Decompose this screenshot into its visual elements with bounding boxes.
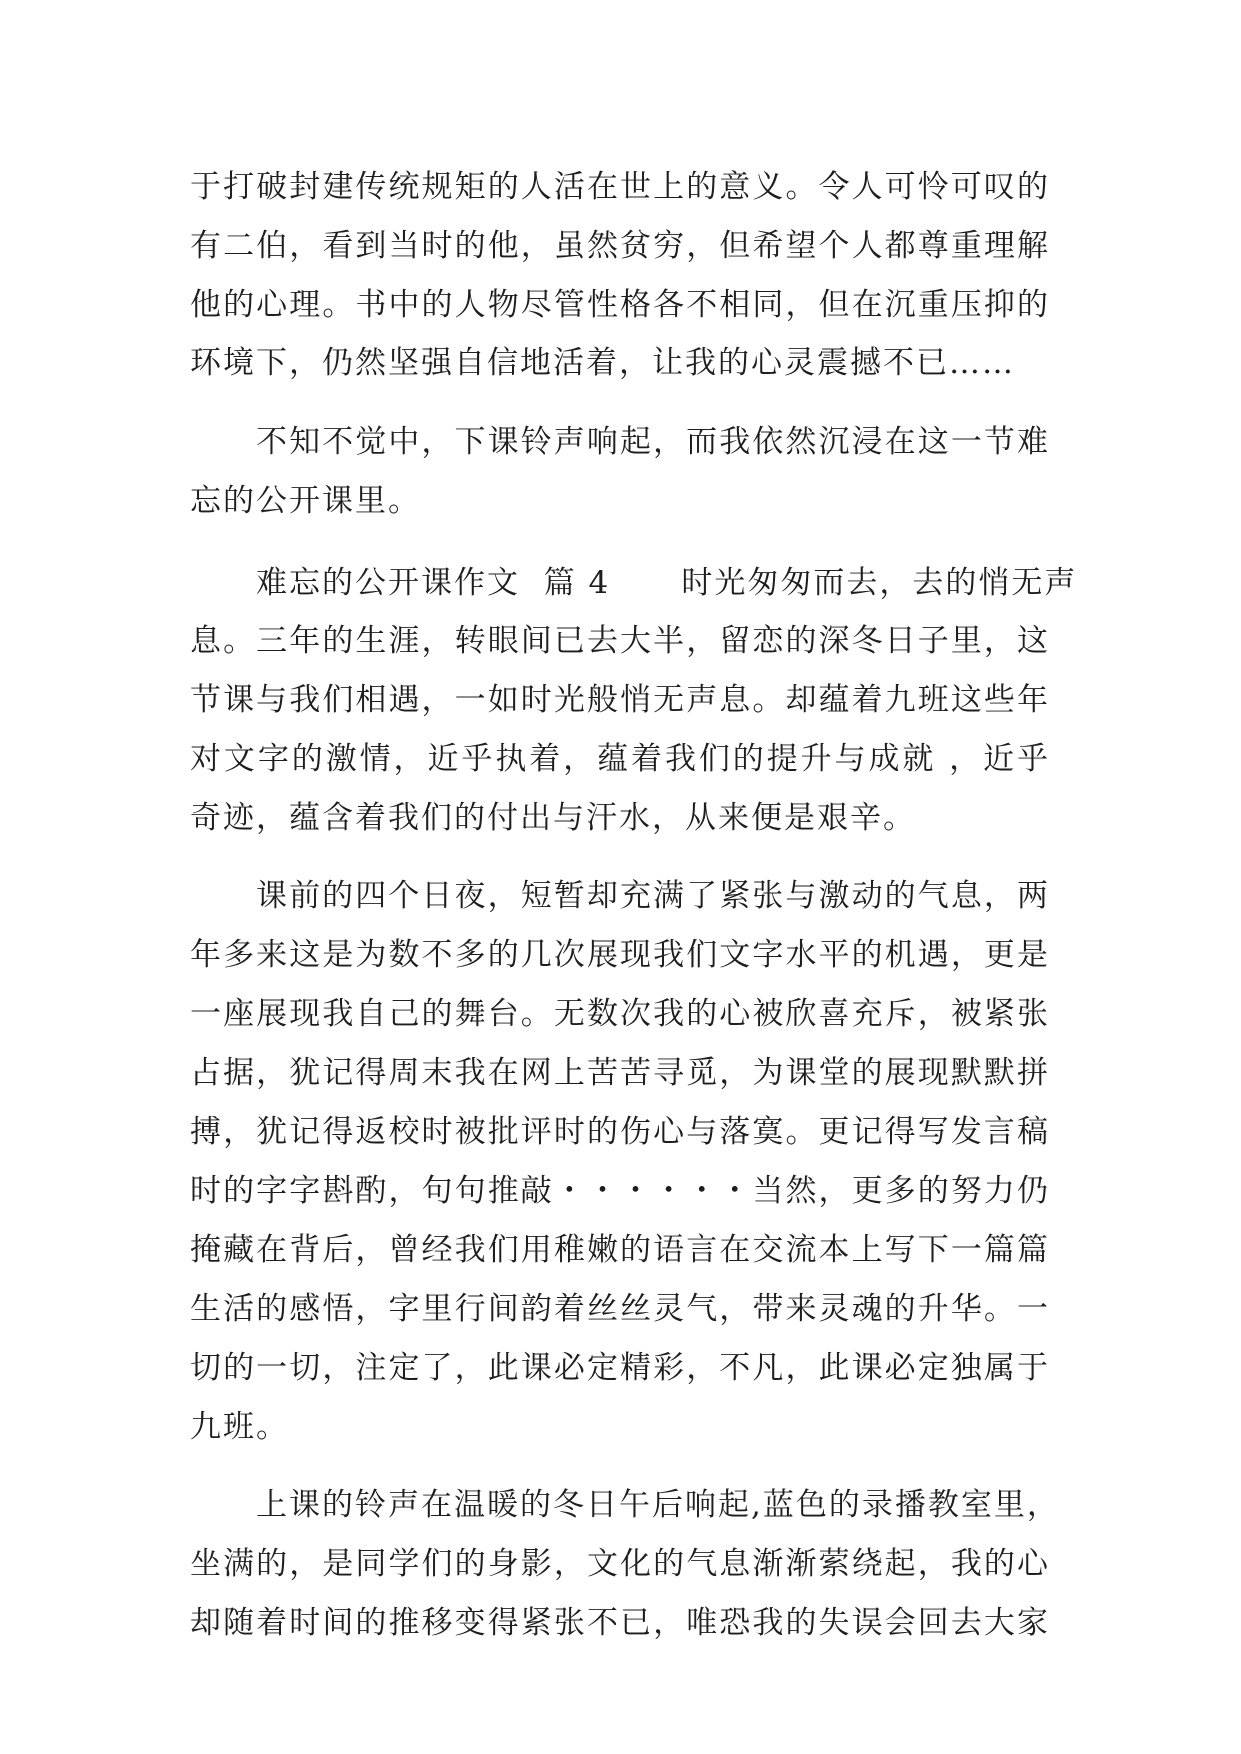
text-line: 生活的感悟，字里行间韵着丝丝灵气，带来灵魂的升华。一 xyxy=(190,1291,1050,1327)
paragraph-first-line: 不知不觉中，下课铃声响起，而我依然沉浸在这一节难 xyxy=(256,424,1050,460)
text-line: 搏，犹记得返校时被批评时的伤心与落寞。更记得写发言稿 xyxy=(190,1114,1050,1150)
text-line: 息。三年的生涯，转眼间已去大半，留恋的深冬日子里，这 xyxy=(190,623,1050,659)
text-line: 切的一切，注定了，此课必定精彩，不凡，此课必定独属于 xyxy=(190,1350,1050,1386)
section-heading-line: 难忘的公开课作文 篇 4 时光匆匆而去，去的悄无声 xyxy=(256,565,1078,601)
text-line: 有二伯，看到当时的他，虽然贫穷，但希望个人都尊重理解 xyxy=(190,228,1050,264)
paragraph-first-line: 上课的铃声在温暖的冬日午后响起,蓝色的录播教室里， xyxy=(256,1487,1060,1523)
text-line: 于打破封建传统规矩的人活在世上的意义。令人可怜可叹的 xyxy=(190,169,1050,205)
text-line: 一座展现我自己的舞台。无数次我的心被欣喜充斥，被紧张 xyxy=(190,996,1050,1032)
text-line: 坐满的，是同学们的身影，文化的气息渐渐萦绕起，我的心 xyxy=(190,1546,1050,1582)
text-line: 对文字的激情，近乎执着，蕴着我们的提升与成就 ，近乎 xyxy=(190,741,1050,777)
text-line: 忘的公开课里。 xyxy=(190,483,421,519)
text-line: 他的心理。书中的人物尽管性格各不相同，但在沉重压抑的 xyxy=(190,287,1050,323)
text-line: 时的字字斟酌，句句推敲・・・・・・当然，更多的努力仍 xyxy=(190,1173,1050,1209)
paragraph-first-line: 课前的四个日夜，短暂却充满了紧张与激动的气息，两 xyxy=(256,878,1050,914)
text-line: 却随着时间的推移变得紧张不已，唯恐我的失误会回去大家 xyxy=(190,1605,1050,1641)
text-line: 掩藏在背后，曾经我们用稚嫩的语言在交流本上写下一篇篇 xyxy=(190,1232,1050,1268)
text-line: 九班。 xyxy=(190,1409,289,1445)
text-line: 节课与我们相遇，一如时光般悄无声息。却蕴着九班这些年 xyxy=(190,682,1050,718)
text-line: 年多来这是为数不多的几次展现我们文字水平的机遇，更是 xyxy=(190,937,1050,973)
text-line: 奇迹，蕴含着我们的付出与汗水，从来便是艰辛。 xyxy=(190,800,916,836)
text-line: 占据，犹记得周末我在网上苦苦寻觅，为课堂的展现默默拼 xyxy=(190,1055,1050,1091)
text-line: 环境下，仍然坚强自信地活着，让我的心灵震撼不已…… xyxy=(190,345,1015,381)
